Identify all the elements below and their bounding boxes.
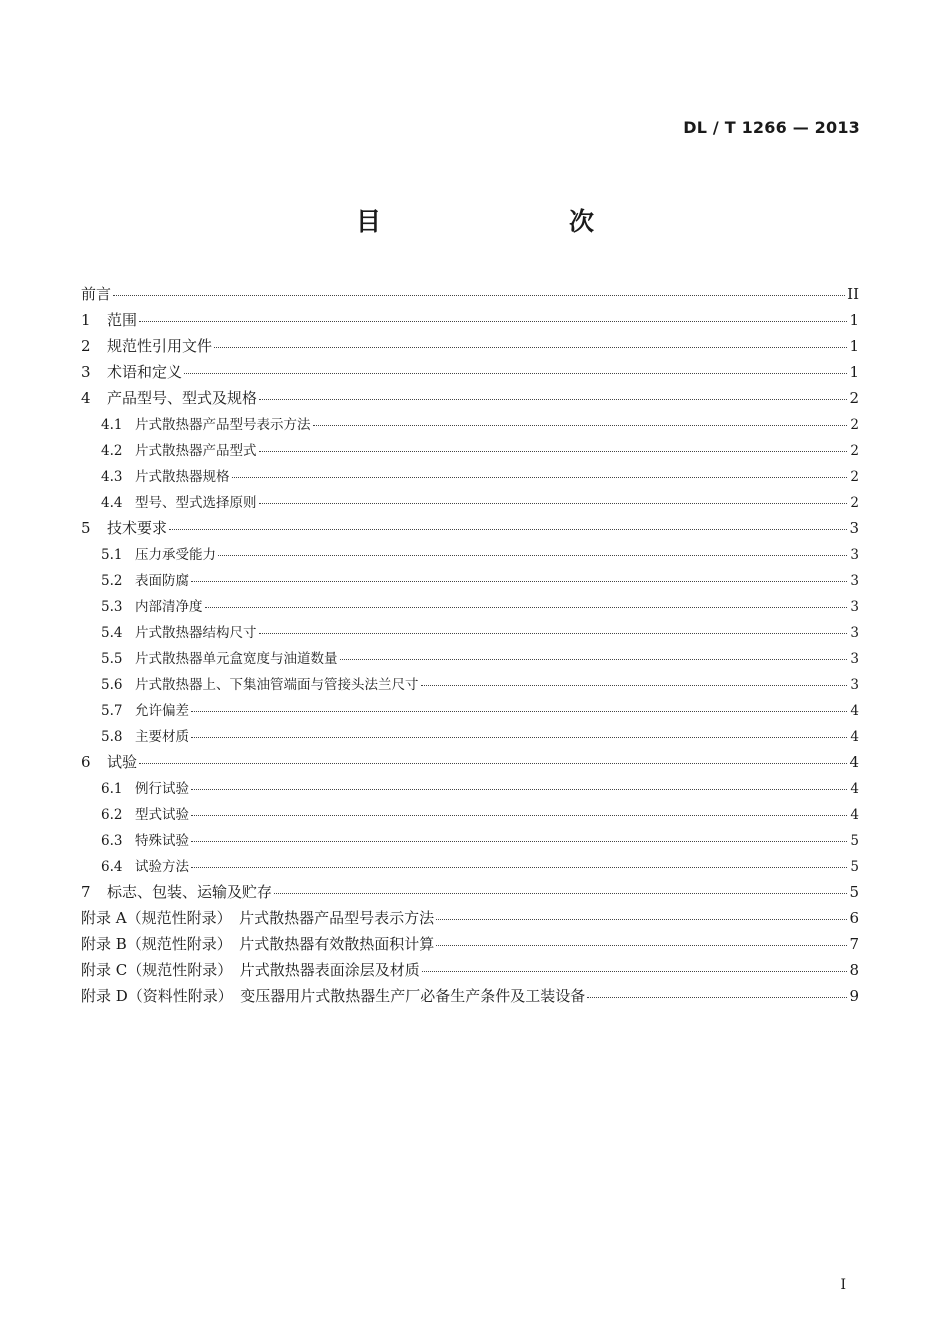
toc-entry[interactable] — [81, 361, 859, 387]
toc-entry[interactable] — [81, 569, 859, 595]
toc-entry-label: 型式试验 — [135, 807, 189, 823]
toc-entry[interactable] — [81, 725, 859, 751]
toc-entry-label: 片式散热器产品型号表示方法 — [135, 417, 311, 433]
toc-leader-dots — [218, 548, 847, 556]
toc-entry[interactable] — [81, 465, 859, 491]
toc-entry-number: 6.4 — [101, 859, 123, 875]
toc-entry-label: 试验方法 — [135, 859, 189, 875]
toc-entry-number: 3 — [81, 363, 91, 381]
toc-entry-label: 术语和定义 — [107, 363, 183, 381]
toc-leader-dots — [214, 339, 847, 348]
toc-entry-page: 4 — [850, 807, 859, 823]
toc-entry[interactable] — [81, 309, 859, 335]
toc-leader-dots — [139, 755, 847, 764]
toc-entry-number: 4.2 — [101, 443, 123, 459]
toc-entry-label: 附录 D（资料性附录） 变压器用片式散热器生产厂必备生产条件及工装设备 — [81, 987, 586, 1005]
toc-entry-label: 表面防腐 — [135, 573, 189, 589]
toc-entry-label: 前言 — [81, 285, 112, 303]
toc-entry-label: 片式散热器结构尺寸 — [135, 625, 257, 641]
toc-entry-number: 5.3 — [101, 599, 123, 615]
toc-entry[interactable] — [81, 413, 859, 439]
toc-entry-page: 1 — [849, 363, 859, 381]
toc-leader-dots — [274, 885, 847, 894]
toc-entry-page: 2 — [849, 389, 859, 407]
toc-leader-dots — [191, 704, 847, 712]
toc-entry[interactable] — [81, 881, 859, 907]
toc-entry-label: 允许偏差 — [135, 703, 189, 719]
toc-leader-dots — [232, 470, 848, 478]
toc-entry[interactable] — [81, 543, 859, 569]
toc-leader-dots — [191, 808, 847, 816]
toc-leader-dots — [259, 444, 848, 452]
toc-entry-page: 8 — [849, 961, 859, 979]
toc-entry-label: 技术要求 — [107, 519, 168, 537]
toc-entry-page: 6 — [849, 909, 859, 927]
toc-leader-dots — [259, 496, 848, 504]
toc-entry-number: 6.2 — [101, 807, 123, 823]
toc-entry-label: 片式散热器产品型式 — [135, 443, 257, 459]
toc-leader-dots — [313, 418, 848, 426]
toc-entry-number: 5.5 — [101, 651, 123, 667]
toc-entry-page: 5 — [850, 859, 859, 875]
toc-entry-number: 4.4 — [101, 495, 123, 511]
toc-leader-dots — [191, 730, 847, 738]
toc-entry-label: 产品型号、型式及规格 — [107, 389, 258, 407]
toc-leader-dots — [191, 834, 847, 842]
toc-entry-page: 4 — [850, 729, 859, 745]
toc-entry-page: 3 — [849, 519, 859, 537]
page-number: I — [840, 1277, 846, 1293]
toc-entry-page: 2 — [850, 443, 859, 459]
standard-code: DL / T 1266 — 2013 — [683, 118, 860, 137]
toc-entry-page: 2 — [850, 417, 859, 433]
toc-entry-label: 压力承受能力 — [135, 547, 216, 563]
toc-entry-label: 附录 C（规范性附录） 片式散热器表面涂层及材质 — [81, 961, 420, 979]
toc-entry[interactable] — [81, 283, 859, 309]
toc-entry-label: 主要材质 — [135, 729, 189, 745]
toc-entry[interactable] — [81, 959, 859, 985]
toc-entry-page: 3 — [850, 599, 859, 615]
toc-leader-dots — [184, 365, 847, 374]
toc-entry[interactable] — [81, 517, 859, 543]
toc-entry-label: 型号、型式选择原则 — [135, 495, 257, 511]
toc-entry-number: 2 — [81, 337, 91, 355]
toc-leader-dots — [436, 937, 847, 946]
toc-entry-label: 附录 B（规范性附录） 片式散热器有效散热面积计算 — [81, 935, 435, 953]
toc-entry-page: 2 — [850, 469, 859, 485]
toc-entry[interactable] — [81, 855, 859, 881]
toc-entry[interactable] — [81, 829, 859, 855]
toc-entry[interactable] — [81, 387, 859, 413]
toc-entry-number: 5.6 — [101, 677, 123, 693]
toc-entry-number: 7 — [81, 883, 91, 901]
toc-entry-page: 7 — [849, 935, 859, 953]
toc-entry-number: 4.3 — [101, 469, 123, 485]
toc-entry-label: 范围 — [107, 311, 138, 329]
toc-entry[interactable] — [81, 777, 859, 803]
toc-entry-label: 试验 — [107, 753, 138, 771]
toc-leader-dots — [340, 652, 848, 660]
toc-entry-label: 片式散热器规格 — [135, 469, 230, 485]
toc-entry[interactable] — [81, 673, 859, 699]
toc-entry-page: 3 — [850, 625, 859, 641]
toc-entry[interactable] — [81, 751, 859, 777]
toc-leader-dots — [139, 313, 847, 322]
toc-entry-page: 5 — [850, 833, 859, 849]
toc-entry[interactable] — [81, 699, 859, 725]
toc-entry-label: 片式散热器单元盒宽度与油道数量 — [135, 651, 338, 667]
toc-leader-dots — [169, 521, 847, 530]
toc-leader-dots — [191, 860, 847, 868]
toc-entry[interactable] — [81, 985, 859, 1011]
toc-entry-page: 3 — [850, 651, 859, 667]
toc-leader-dots — [191, 782, 847, 790]
toc-entry-label: 标志、包装、运输及贮存 — [107, 883, 273, 901]
toc-leader-dots — [421, 678, 848, 686]
toc-entry-label: 特殊试验 — [135, 833, 189, 849]
toc-entry-label: 附录 A（规范性附录） 片式散热器产品型号表示方法 — [81, 909, 435, 927]
toc-leader-dots — [191, 574, 847, 582]
toc-entry[interactable] — [81, 803, 859, 829]
toc-entry-page: 1 — [849, 311, 859, 329]
toc-leader-dots — [422, 963, 847, 972]
toc-entry-page: 1 — [849, 337, 859, 355]
toc-entry-page: 2 — [850, 495, 859, 511]
toc-leader-dots — [113, 287, 845, 296]
toc-entry-number: 4 — [81, 389, 91, 407]
toc-entry-number: 5.7 — [101, 703, 123, 719]
toc-entry-number: 6.3 — [101, 833, 123, 849]
toc-entry[interactable] — [81, 933, 859, 959]
toc-leader-dots — [436, 911, 847, 920]
toc-entry-number: 4.1 — [101, 417, 123, 433]
toc-leader-dots — [259, 391, 847, 400]
toc-entry-number: 6 — [81, 753, 91, 771]
toc-entry-page: 5 — [849, 883, 859, 901]
toc-leader-dots — [587, 989, 847, 998]
page-title: 目 次 — [355, 207, 640, 236]
toc-entry-number: 5.2 — [101, 573, 123, 589]
toc-entry-page: II — [847, 285, 859, 303]
toc-entry-number: 6.1 — [101, 781, 123, 797]
toc-entry[interactable] — [81, 907, 859, 933]
toc-entry[interactable] — [81, 621, 859, 647]
toc-entry-number: 5.1 — [101, 547, 123, 563]
toc-entry-page: 4 — [850, 703, 859, 719]
toc-entry[interactable] — [81, 595, 859, 621]
toc-entry-label: 内部清净度 — [135, 599, 203, 615]
toc-entry-number: 5.8 — [101, 729, 123, 745]
toc-entry-page: 3 — [850, 573, 859, 589]
toc-entry-label: 规范性引用文件 — [107, 337, 213, 355]
toc-entry-label: 例行试验 — [135, 781, 189, 797]
toc-entry[interactable] — [81, 335, 859, 361]
toc-entry-page: 4 — [850, 781, 859, 797]
toc-entry-page: 3 — [850, 547, 859, 563]
toc-leader-dots — [259, 626, 848, 634]
toc-entry-page: 3 — [850, 677, 859, 693]
table-of-contents — [81, 283, 859, 1011]
toc-entry[interactable] — [81, 647, 859, 673]
toc-entry-label: 片式散热器上、下集油管端面与管接头法兰尺寸 — [135, 677, 419, 693]
toc-entry[interactable] — [81, 439, 859, 465]
toc-entry-page: 9 — [849, 987, 859, 1005]
toc-entry-page: 4 — [849, 753, 859, 771]
toc-entry-number: 1 — [81, 311, 91, 329]
toc-leader-dots — [205, 600, 848, 608]
toc-entry-number: 5 — [81, 519, 91, 537]
toc-entry-number: 5.4 — [101, 625, 123, 641]
toc-entry[interactable] — [81, 491, 859, 517]
